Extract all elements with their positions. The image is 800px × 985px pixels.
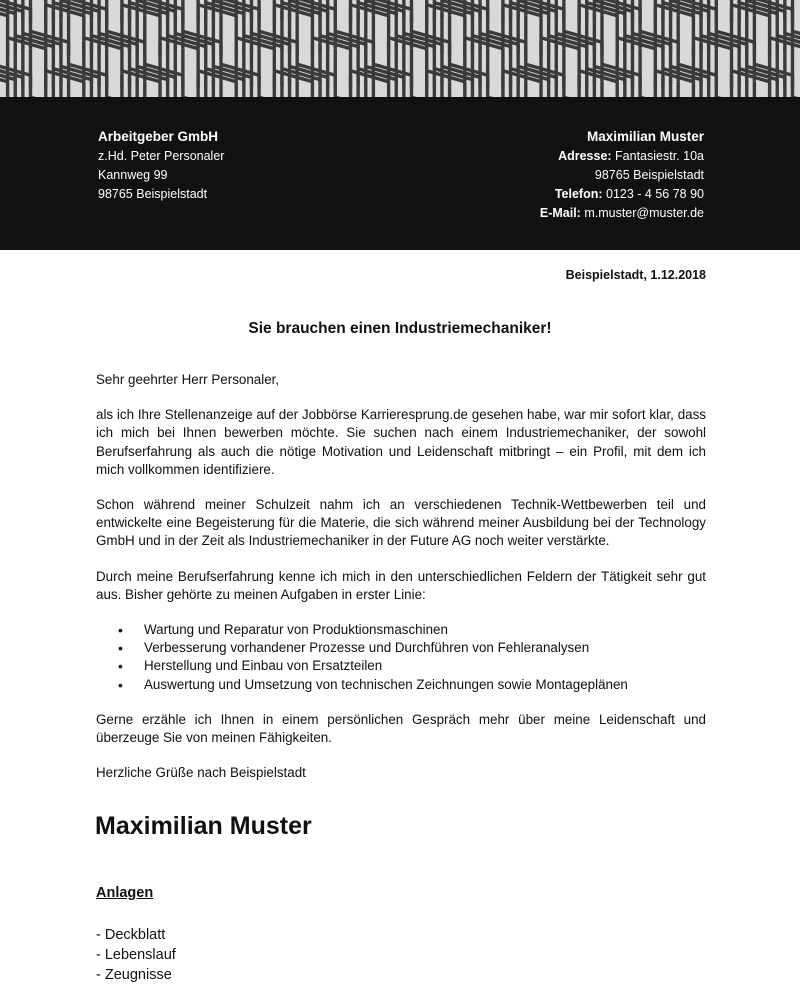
subject-line: Sie brauchen einen Industriemechaniker! [248, 320, 552, 337]
sender-email-label: E-Mail: [539, 206, 581, 220]
sender-phone [540, 185, 704, 204]
paragraph: Schon während meiner Schulzeit nahm ich an verschiedenen Technik-Wettbewerben teil und entwickelte eine Begeisterung für die Materie, die sich während meiner Ausbildung bei der Technology GmbH und in der Zeit als Industriemechaniker in der Future AG noch weiter verstärkte. [96, 497, 706, 549]
sender-address [540, 147, 704, 166]
recipient-address [98, 127, 224, 204]
header-band [0, 97, 800, 250]
recipient-street: Kannweg 99 [98, 168, 168, 182]
sender-address-label: Adresse: [558, 149, 612, 163]
salutation: Sehr geehrter Herr Personaler, [96, 372, 280, 387]
paragraph: Durch meine Berufserfahrung kenne ich mich in den unterschiedlichen Feldern der Tätigkeit sehr gut aus. Bisher gehörte zu meinen Aufgaben in erster Linie: [96, 568, 706, 602]
recipient-city: 98765 Beispielstadt [98, 187, 208, 201]
sender-email-value: m.muster@muster.de [584, 206, 704, 220]
attachment-item: - Zeugnisse [96, 967, 172, 983]
sender-name: Maximilian Muster [586, 129, 704, 144]
sender-phone-value: 0123 - 4 56 78 90 [606, 187, 704, 201]
sender-contact [540, 127, 704, 223]
sender-phone-label: Telefon: [554, 187, 603, 201]
date-line: Beispielstadt, 1.12.2018 [565, 268, 706, 282]
task-list-item: • Auswertung und Umsetzung von technischen Zeichnungen sowie Montageplänen [96, 676, 706, 694]
recipient-company: Arbeitgeber GmbH [98, 129, 219, 144]
closing-greeting: Herzliche Grüße nach Beispielstadt [96, 765, 306, 781]
attachment-item: - Lebenslauf [96, 947, 176, 963]
attachments-title: Anlagen [96, 885, 154, 901]
task-list-item: • Wartung und Reparatur von Produktionsmaschinen [96, 621, 706, 639]
sender-city: 98765 Beispielstadt [594, 168, 704, 182]
task-list [96, 621, 706, 694]
recipient-attention: z.Hd. Peter Personaler [98, 149, 225, 163]
sender-address-value: Fantasiestr. 10a [615, 149, 704, 163]
header-pattern [0, 0, 800, 97]
attachment-item: - Deckblatt [96, 927, 166, 943]
task-list-item: • Herstellung und Einbau von Ersatzteilen [96, 657, 706, 675]
paragraph: als ich Ihre Stellenanzeige auf der Jobbörse Karrieresprung.de gesehen habe, war mir sofort klar, dass ich mich bei Ihnen bewerben möchte. Sie suchen nach einem Industriemechaniker, der sowohl Berufserfahrung als auch die nötige Motivation und Leidenschaft mitbringt – ein Profil, mit dem ich mich vollkommen identifiziere. [96, 407, 706, 477]
task-list-item: • Verbesserung vorhandener Prozesse und Durchführen von Fehleranalysen [96, 639, 706, 657]
signature-name: Maximilian Muster [95, 812, 312, 840]
attachments-list [96, 925, 176, 985]
letter-body [96, 371, 706, 782]
sender-email [540, 204, 704, 223]
closing-paragraph: Gerne erzähle ich Ihnen in einem persönlichen Gespräch mehr über meine Leidenschaft und überzeuge Sie von meinen Fähigkeiten. [96, 711, 706, 746]
